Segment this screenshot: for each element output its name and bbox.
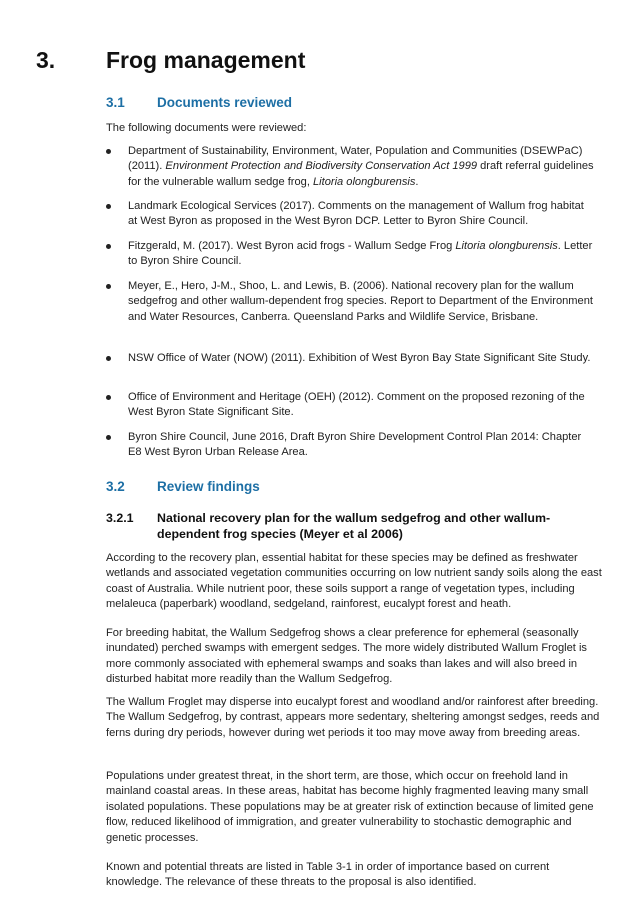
list-item: Meyer, E., Hero, J-M., Shoo, L. and Lewis, B. (2006). National recovery plan for the wallum sedgefrog and other wallum-dependent frog species. Report to Department of the Environment and Water Resources, Canberra. Queensland Parks and Wildlife Service, Brisbane. [106,279,596,325]
subsection-heading-review [106,479,260,494]
list-item: Department of Sustainability, Environment, Water, Population and Communities (DSEWPaC) (2011). Environment Protection and Biodiversity Conservation Act 1999 draft referral guidelines for the vulnerable wallum sedge frog, Litoria olongburensis. [106,144,596,190]
bullet-icon [106,356,111,361]
list-item: Landmark Ecological Services (2017). Comments on the management of Wallum frog habitat at West Byron as proposed in the West Byron DCP. Letter to Byron Shire Council. [106,199,596,230]
sub-subsection-title: National recovery plan for the wallum sedgefrog and other wallum-dependent frog species (Meyer et al 2006) [157,511,551,541]
paragraph: According to the recovery plan, essential habitat for these species may be defined as freshwater wetlands and associated vegetation communities occurring on low nutrient sandy soils along the east coast of Australia. While nutrient poor, these soils support a range of vegetation types, including melaleuca (paperbark) woodland, sedgeland, rainforest, eucalypt forest and heath. [106,552,602,611]
subsection-heading-documents [106,95,293,110]
section-number: 3. [36,47,56,73]
sub-subsection-number: 3.2.1 [106,511,134,525]
list-item: Fitzgerald, M. (2017). West Byron acid frogs - Wallum Sedge Frog Litoria olongburensis. Letter to Byron Shire Council. [106,239,596,270]
list-item: Office of Environment and Heritage (OEH) (2012). Comment on the proposed rezoning of the West Byron State Significant Site. [106,390,596,421]
paragraph: Known and potential threats are listed in Table 3-1 in order of importance based on current knowledge. The relevance of these threats to the proposal is also identified. [106,861,550,889]
subsection-title: Review findings [157,479,260,494]
bullet-icon [106,435,111,440]
list-item: Byron Shire Council, June 2016, Draft Byron Shire Development Control Plan 2014: Chapter E8 West Byron Urban Release Area. [106,430,596,461]
list-item: NSW Office of Water (NOW) (2011). Exhibition of West Byron Bay State Significant Site Study. [106,351,596,366]
bullet-icon [106,149,111,154]
bullet-icon [106,395,111,400]
paragraph: The Wallum Froglet may disperse into eucalypt forest and woodland and/or rainforest after breeding. The Wallum Sedgefrog, by contrast, appears more sedentary, sheltering amongst sedges, reeds and ferns during dry periods, however during wet periods it too may move away from breeding areas. [106,696,600,739]
bullet-icon [106,244,111,249]
documents-intro: The following documents were reviewed: [106,122,307,134]
subsection-number: 3.2 [106,479,125,494]
bullet-icon [106,204,111,209]
subsection-number: 3.1 [106,95,125,110]
subsection-title: Documents reviewed [157,95,293,110]
section-title: Frog management [106,47,306,73]
sub-subsection-heading [106,510,606,542]
paragraph: Populations under greatest threat, in the short term, are those, which occur on freehold land in mainland coastal areas. In these areas, habitat has become highly fragmented leaving many small isolated populations. These populations may be at greater risk of extinction because of limited gene flow, reduced likelihood of immigration, and greater vulnerability to stochastic demographic and genetic processes. [106,770,594,844]
bullet-icon [106,284,111,289]
paragraph: For breeding habitat, the Wallum Sedgefrog shows a clear preference for ephemeral (seasonally inundated) perched swamps with emergent sedges. The more widely distributed Wallum Froglet is more commonly associated with ephemeral swamps and soaks than lakes and will also breed in disturbed habitat more readily than the Wallum Sedgefrog. [106,627,587,686]
